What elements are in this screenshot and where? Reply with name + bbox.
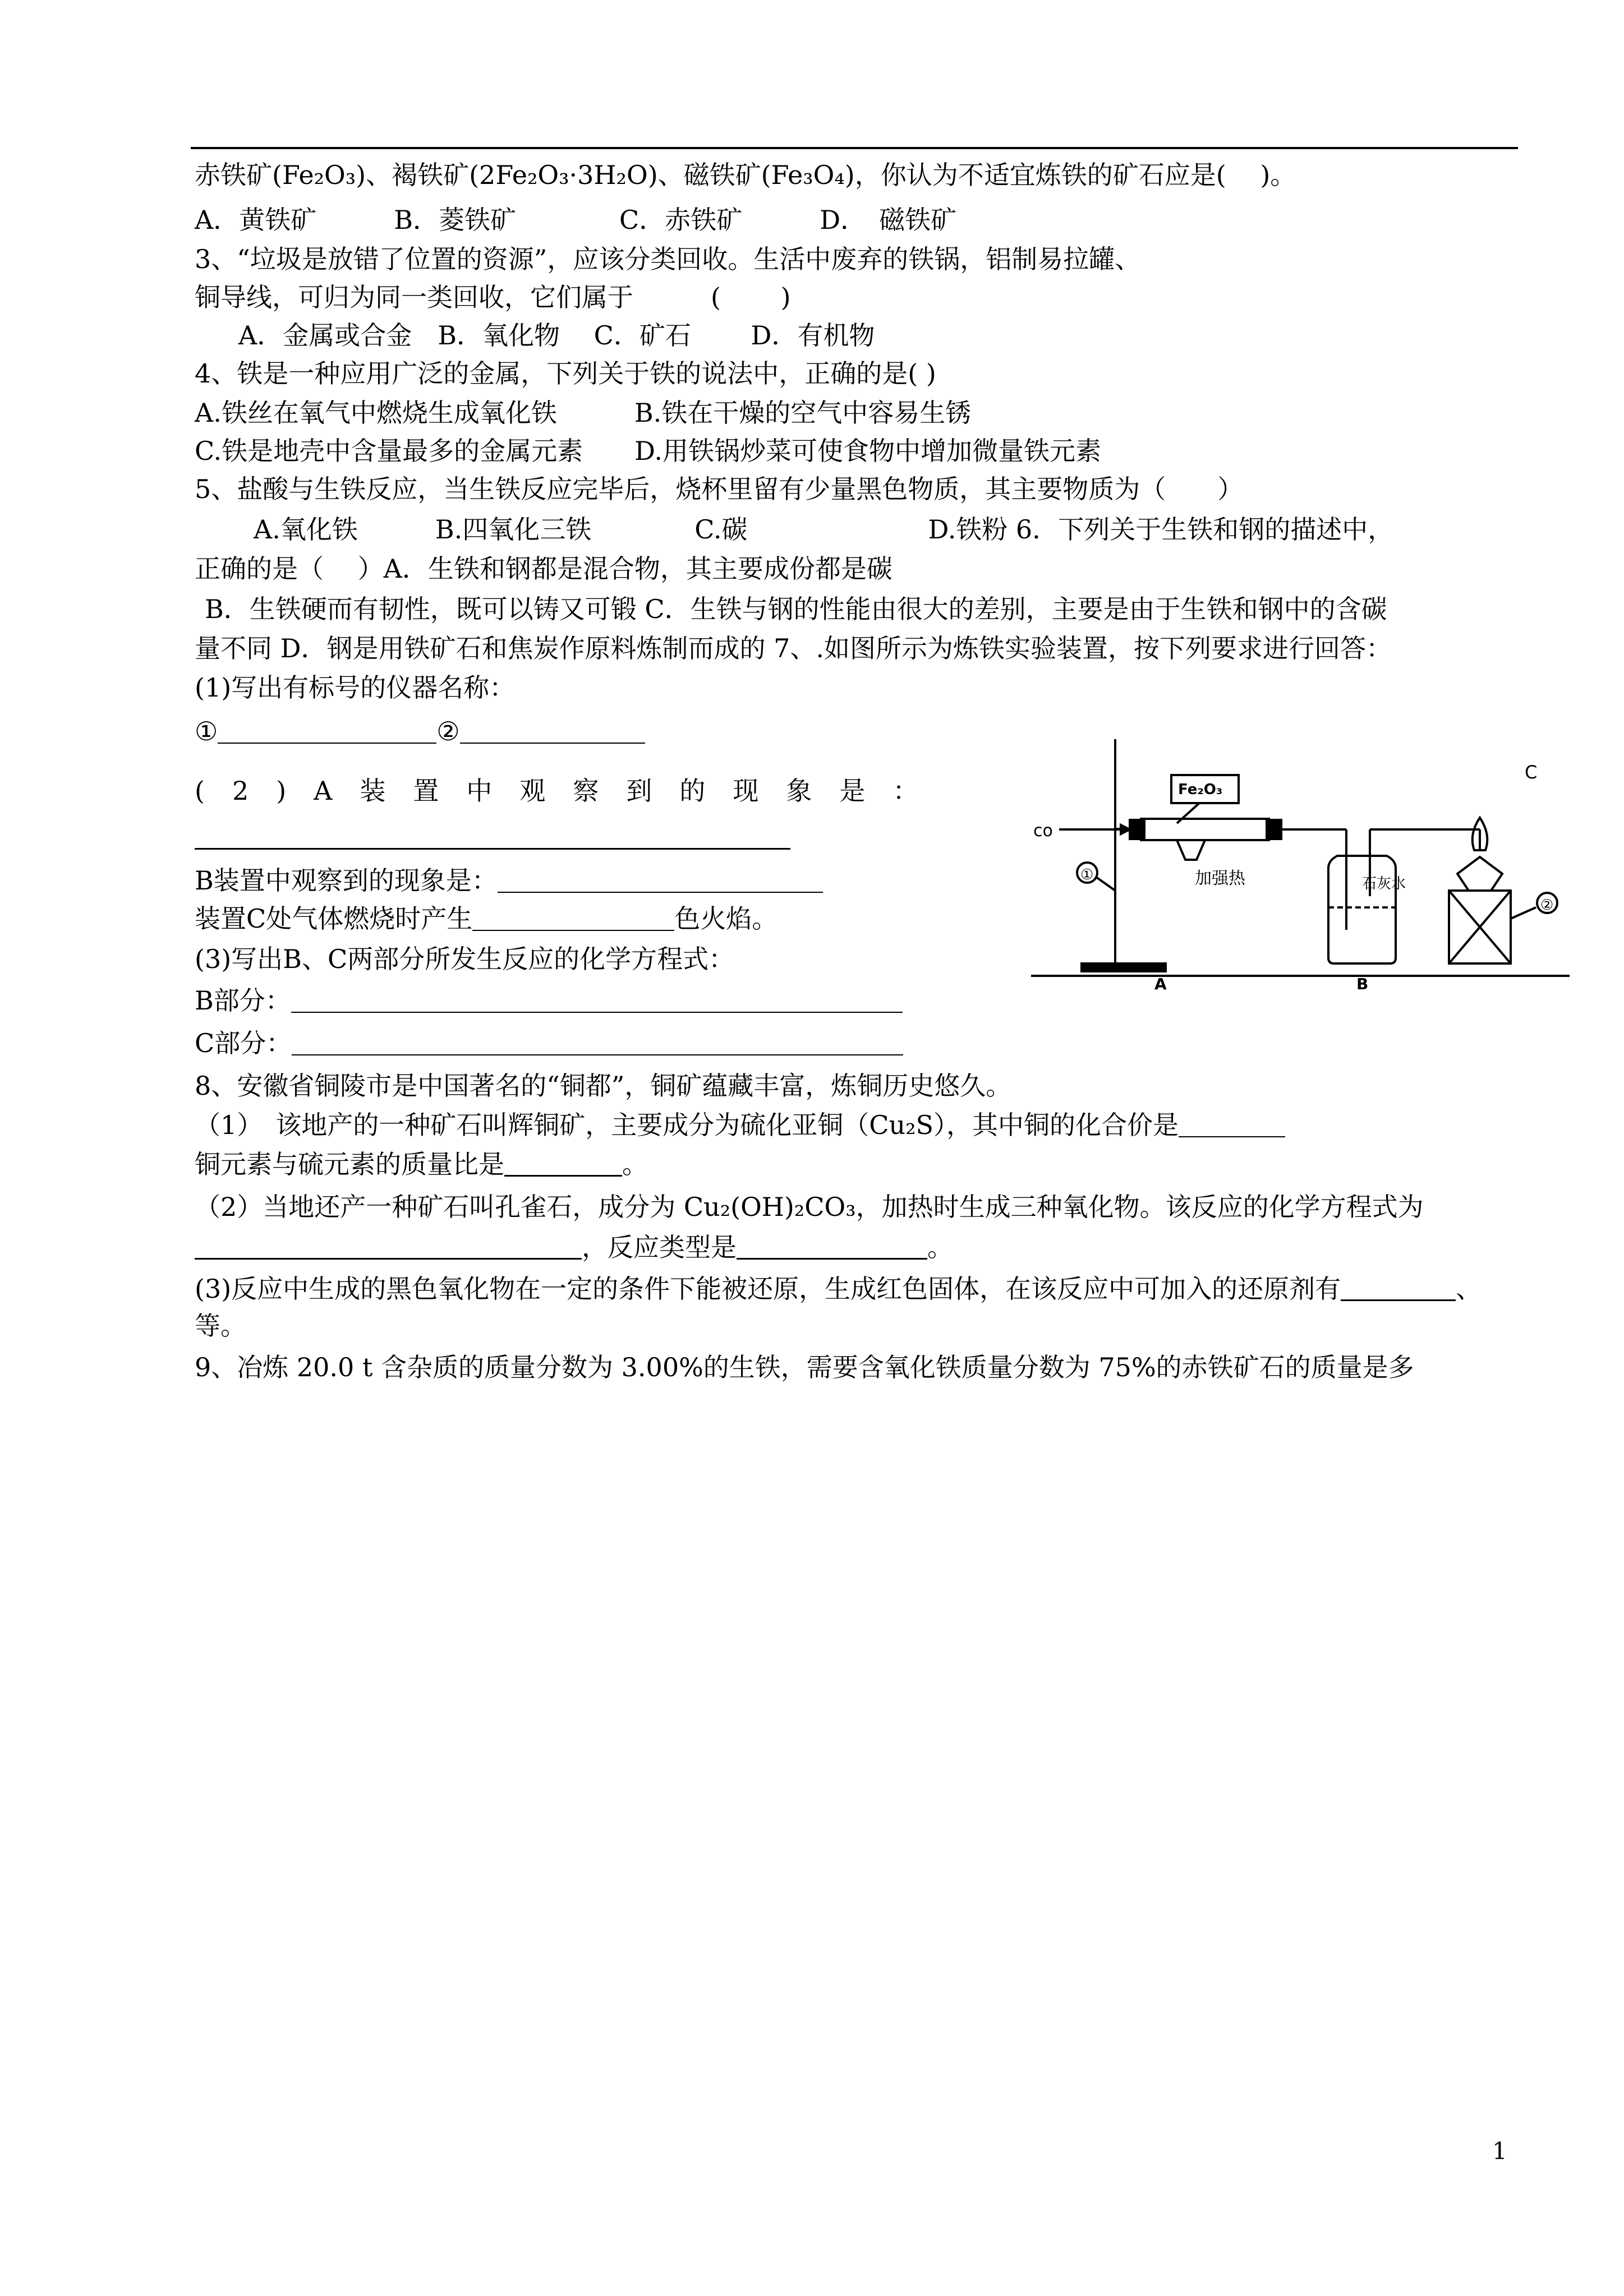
blank-c-equation[interactable]: [292, 1030, 903, 1055]
question-2-options: A．黄铁矿 B．菱铁矿 C．赤铁矿 D． 磁铁矿: [195, 205, 957, 235]
question-6-options: B．生铁硬而有韧性，既可以铸又可锻 C．生铁与钢的性能由很大的差别，主要是由于生铁和钢中的含碳: [205, 594, 1387, 624]
question-8-part3-cont: 等。: [195, 1311, 246, 1341]
reaction-type-label: ，反应类型是: [582, 1232, 737, 1262]
question-9-text: 9、冶炼 20.0 t 含杂质的质量分数为 3.00%的生铁，需要含氧化铁质量分数为 75%的赤铁矿石的质量是多: [195, 1352, 1414, 1382]
question-7-part1: (1)写出有标号的仪器名称：: [195, 672, 516, 703]
question-7-blanks-row: [195, 714, 645, 748]
blank-flame-color[interactable]: [472, 905, 674, 931]
b-part-label: B部分：: [195, 985, 291, 1016]
question-3-text-cont: 铜导线，可归为同一类回收，它们属于 ( ): [195, 282, 791, 312]
reaction-type-suffix: 。: [927, 1232, 953, 1262]
question-8-mass-ratio: [195, 1147, 648, 1181]
blank-b-phenomenon[interactable]: [498, 867, 823, 893]
blank-instrument-2[interactable]: [460, 718, 645, 744]
pointer-1: [1096, 877, 1115, 891]
marker-1: ①: [195, 716, 218, 746]
heat-label: 加强热: [1195, 869, 1245, 888]
question-4-options-ab: A.铁丝在氧气中燃烧生成氧化铁 B.铁在干燥的空气中容易生锈: [195, 398, 972, 428]
header-rule: [191, 147, 1518, 149]
part3-text: (3)反应中生成的黑色氧化物在一定的条件下能被还原，生成红色固体，在该反应中可加入的还原剂有: [195, 1274, 1341, 1304]
alcohol-lamp-c: [1457, 857, 1502, 891]
mass-ratio-suffix: 。: [622, 1149, 648, 1179]
question-7-b-phenomenon: [195, 864, 823, 897]
question-2-text: 赤铁矿(Fe₂O₃)、褐铁矿(2Fe₂O₃·3H₂O)、磁铁矿(Fe₃O₄)，你认为不适宜炼铁的矿石应是( )。: [195, 160, 1296, 190]
question-7-part2: (2)A装置中观察到的现象是：: [195, 776, 946, 806]
iron-stand-base: [1082, 963, 1166, 971]
blank-reaction-type[interactable]: [737, 1233, 927, 1260]
ironmaking-apparatus-diagram: [1031, 728, 1570, 990]
part1-text: （1） 该地产的一种矿石叫辉铜矿，主要成分为硫化亚铜（Cu₂S），其中铜的化合价是: [195, 1110, 1179, 1140]
c-part-label: C部分：: [195, 1028, 292, 1058]
marker-2-text: ②: [1540, 897, 1554, 914]
fe2o3-label: Fe₂O₃: [1178, 781, 1223, 798]
tube-stopper-right: [1267, 820, 1281, 839]
mass-ratio-label: 铜元素与硫元素的质量比是: [195, 1149, 504, 1179]
label-b: B: [1356, 975, 1369, 990]
co-label: co: [1033, 821, 1053, 841]
b-phenomenon-label: B装置中观察到的现象是：: [195, 865, 498, 896]
label-c: C: [1525, 762, 1538, 783]
blank-b-equation[interactable]: [291, 987, 903, 1013]
blank-copper-valence[interactable]: [1179, 1112, 1285, 1137]
bench-base: [1031, 975, 1570, 977]
c-flame-suffix: 色火焰。: [674, 903, 778, 934]
question-8-part3: [195, 1272, 1482, 1306]
question-7-b-equation: [195, 984, 903, 1017]
question-8-intro: 8、安徽省铜陵市是中国著名的“铜都”，铜矿蕴藏丰富，炼铜历史悠久。: [195, 1071, 1012, 1101]
question-5-options: A.氧化铁 B.四氧化三铁 C.碳 D.铁粉 6．下列关于生铁和钢的描述中，: [254, 514, 1394, 545]
marker-1-text: ①: [1080, 866, 1094, 883]
c-flame-label: 装置C处气体燃烧时产生: [195, 903, 473, 934]
question-7-c-equation: [195, 1026, 903, 1060]
label-a: A: [1154, 975, 1167, 990]
blank-instrument-1[interactable]: [218, 718, 436, 744]
reaction-tube: [1141, 819, 1269, 840]
part3-comma: 、: [1456, 1274, 1482, 1304]
alcohol-lamp-a: [1177, 840, 1205, 860]
question-4-options-cd: C.铁是地壳中含量最多的金属元素 D.用铁锅炒菜可使食物中增加微量铁元素: [195, 436, 1102, 466]
co-arrow: [1121, 825, 1130, 834]
question-8-part1: [195, 1108, 1285, 1142]
question-4-text: 4、铁是一种应用广泛的金属，下列关于铁的说法中，正确的是( ): [195, 358, 936, 389]
blank-reducing-agent[interactable]: [1341, 1275, 1456, 1301]
question-3-options: A．金属或合金 B．氧化物 C．矿石 D．有机物: [238, 320, 875, 351]
question-8-part2: （2）当地还产一种矿石叫孔雀石，成分为 Cu₂(OH)₂CO₃，加热时生成三种氧化物。该反应的化学方程式为: [195, 1192, 1424, 1222]
question-7-c-flame: [195, 902, 778, 935]
question-8-equation-row: [195, 1230, 953, 1264]
blank-malachite-equation[interactable]: [195, 1233, 582, 1260]
page-number: 1: [1492, 2137, 1507, 2165]
question-6-text: 正确的是（ ）A．生铁和钢都是混合物，其主要成份都是碳: [195, 554, 892, 584]
blank-a-phenomenon[interactable]: [195, 823, 790, 850]
question-3-text: 3、“垃圾是放错了位置的资源”，应该分类回收。生活中废弃的铁锅，铝制易拉罐、: [195, 244, 1141, 274]
marker-2: ②: [436, 716, 460, 746]
fe2o3-pointer: [1177, 803, 1199, 823]
limewater-label: 石灰水: [1362, 875, 1406, 892]
question-7-part3: (3)写出B、C两部分所发生反应的化学方程式：: [195, 944, 735, 974]
pointer-2: [1511, 907, 1536, 919]
question-5-text: 5、盐酸与生铁反应，当生铁反应完毕后，烧杯里留有少量黑色物质，其主要物质为（ ）: [195, 474, 1244, 504]
blank-mass-ratio[interactable]: [504, 1150, 622, 1177]
limewater-bottle: [1328, 856, 1396, 963]
question-7-intro: 量不同 D．钢是用铁矿石和焦炭作原料炼制而成的 7、.如图所示为炼铁实验装置，按下列要求进行回答：: [195, 633, 1392, 663]
